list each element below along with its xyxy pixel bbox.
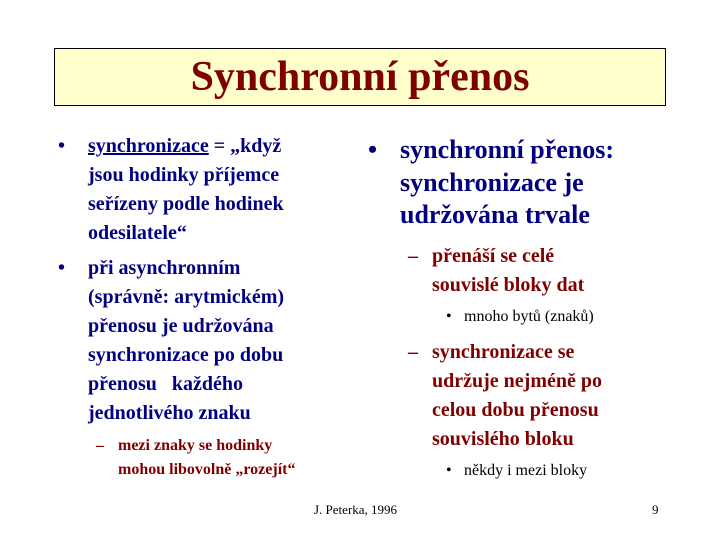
bullet-icon: • (446, 461, 452, 479)
rsub1-line1: přenáší se celé (432, 244, 555, 267)
bullet1-line2: jsou hodinky příjemce (88, 164, 280, 186)
dash-icon: – (408, 340, 418, 363)
right-column (364, 134, 694, 482)
rsub1-item: mnoho bytů (znaků) (464, 307, 594, 325)
bullet1-line4: odesilatele“ (88, 222, 187, 244)
rbullet1-line1: synchronní přenos: (400, 135, 615, 164)
left-sub-mezi-znaky (96, 434, 356, 482)
bullet1-line3: seřízeny podle hodinek (88, 193, 284, 215)
dash-icon: – (408, 244, 418, 267)
left-bullet-asynchronni (56, 254, 356, 428)
right-sub-prenasi (408, 242, 694, 300)
bullet2-line2: (správně: arytmickém) (88, 286, 285, 308)
term-synchronizace: synchronizace (88, 135, 209, 157)
bullet2-line5: přenosu každého (88, 373, 244, 395)
footer-author: J. Peterka, 1996 (314, 502, 398, 517)
bullet-icon: • (368, 135, 378, 164)
left-bullet-synchronizace (56, 132, 356, 248)
rbullet1-line3: udržována trvale (400, 200, 590, 229)
sub1-line2: mohou libovolně „rozejít“ (118, 461, 296, 478)
right-bullet-synchronni-prenos (364, 134, 694, 232)
bullet-icon: • (446, 307, 452, 325)
rsub2-line3: celou dobu přenosu (432, 398, 599, 421)
right-sub-synchronizace-se (408, 338, 694, 454)
right-item-nekdy (444, 460, 694, 482)
bullet1-line1-rest: = „když (208, 135, 282, 157)
rsub2-line2: udržuje nejméně po (432, 369, 602, 392)
left-column (56, 132, 356, 482)
right-item-mnoho-bytu (444, 306, 694, 328)
rbullet1-line2: synchronizace je (400, 167, 584, 197)
bullet2-line3: přenosu je udržována (88, 315, 274, 337)
rsub2-line1: synchronizace se (432, 340, 575, 363)
bullet-icon: • (58, 257, 66, 279)
slide-title: Synchronní přenos (190, 54, 530, 100)
rsub1-line2: souvislé bloky dat (432, 273, 585, 296)
bullet2-line1: při asynchronním (88, 257, 241, 279)
title-box (54, 48, 666, 106)
bullet2-line4: synchronizace po dobu (88, 344, 284, 366)
bullet-icon: • (58, 135, 66, 157)
dash-icon: – (96, 437, 104, 454)
rsub2-item: někdy i mezi bloky (464, 461, 588, 479)
page-number: 9 (652, 502, 659, 517)
bullet2-line6: jednotlivého znaku (88, 402, 251, 424)
rsub2-line4: souvislého bloku (432, 427, 574, 450)
sub1-line1: mezi znaky se hodinky (118, 437, 273, 454)
